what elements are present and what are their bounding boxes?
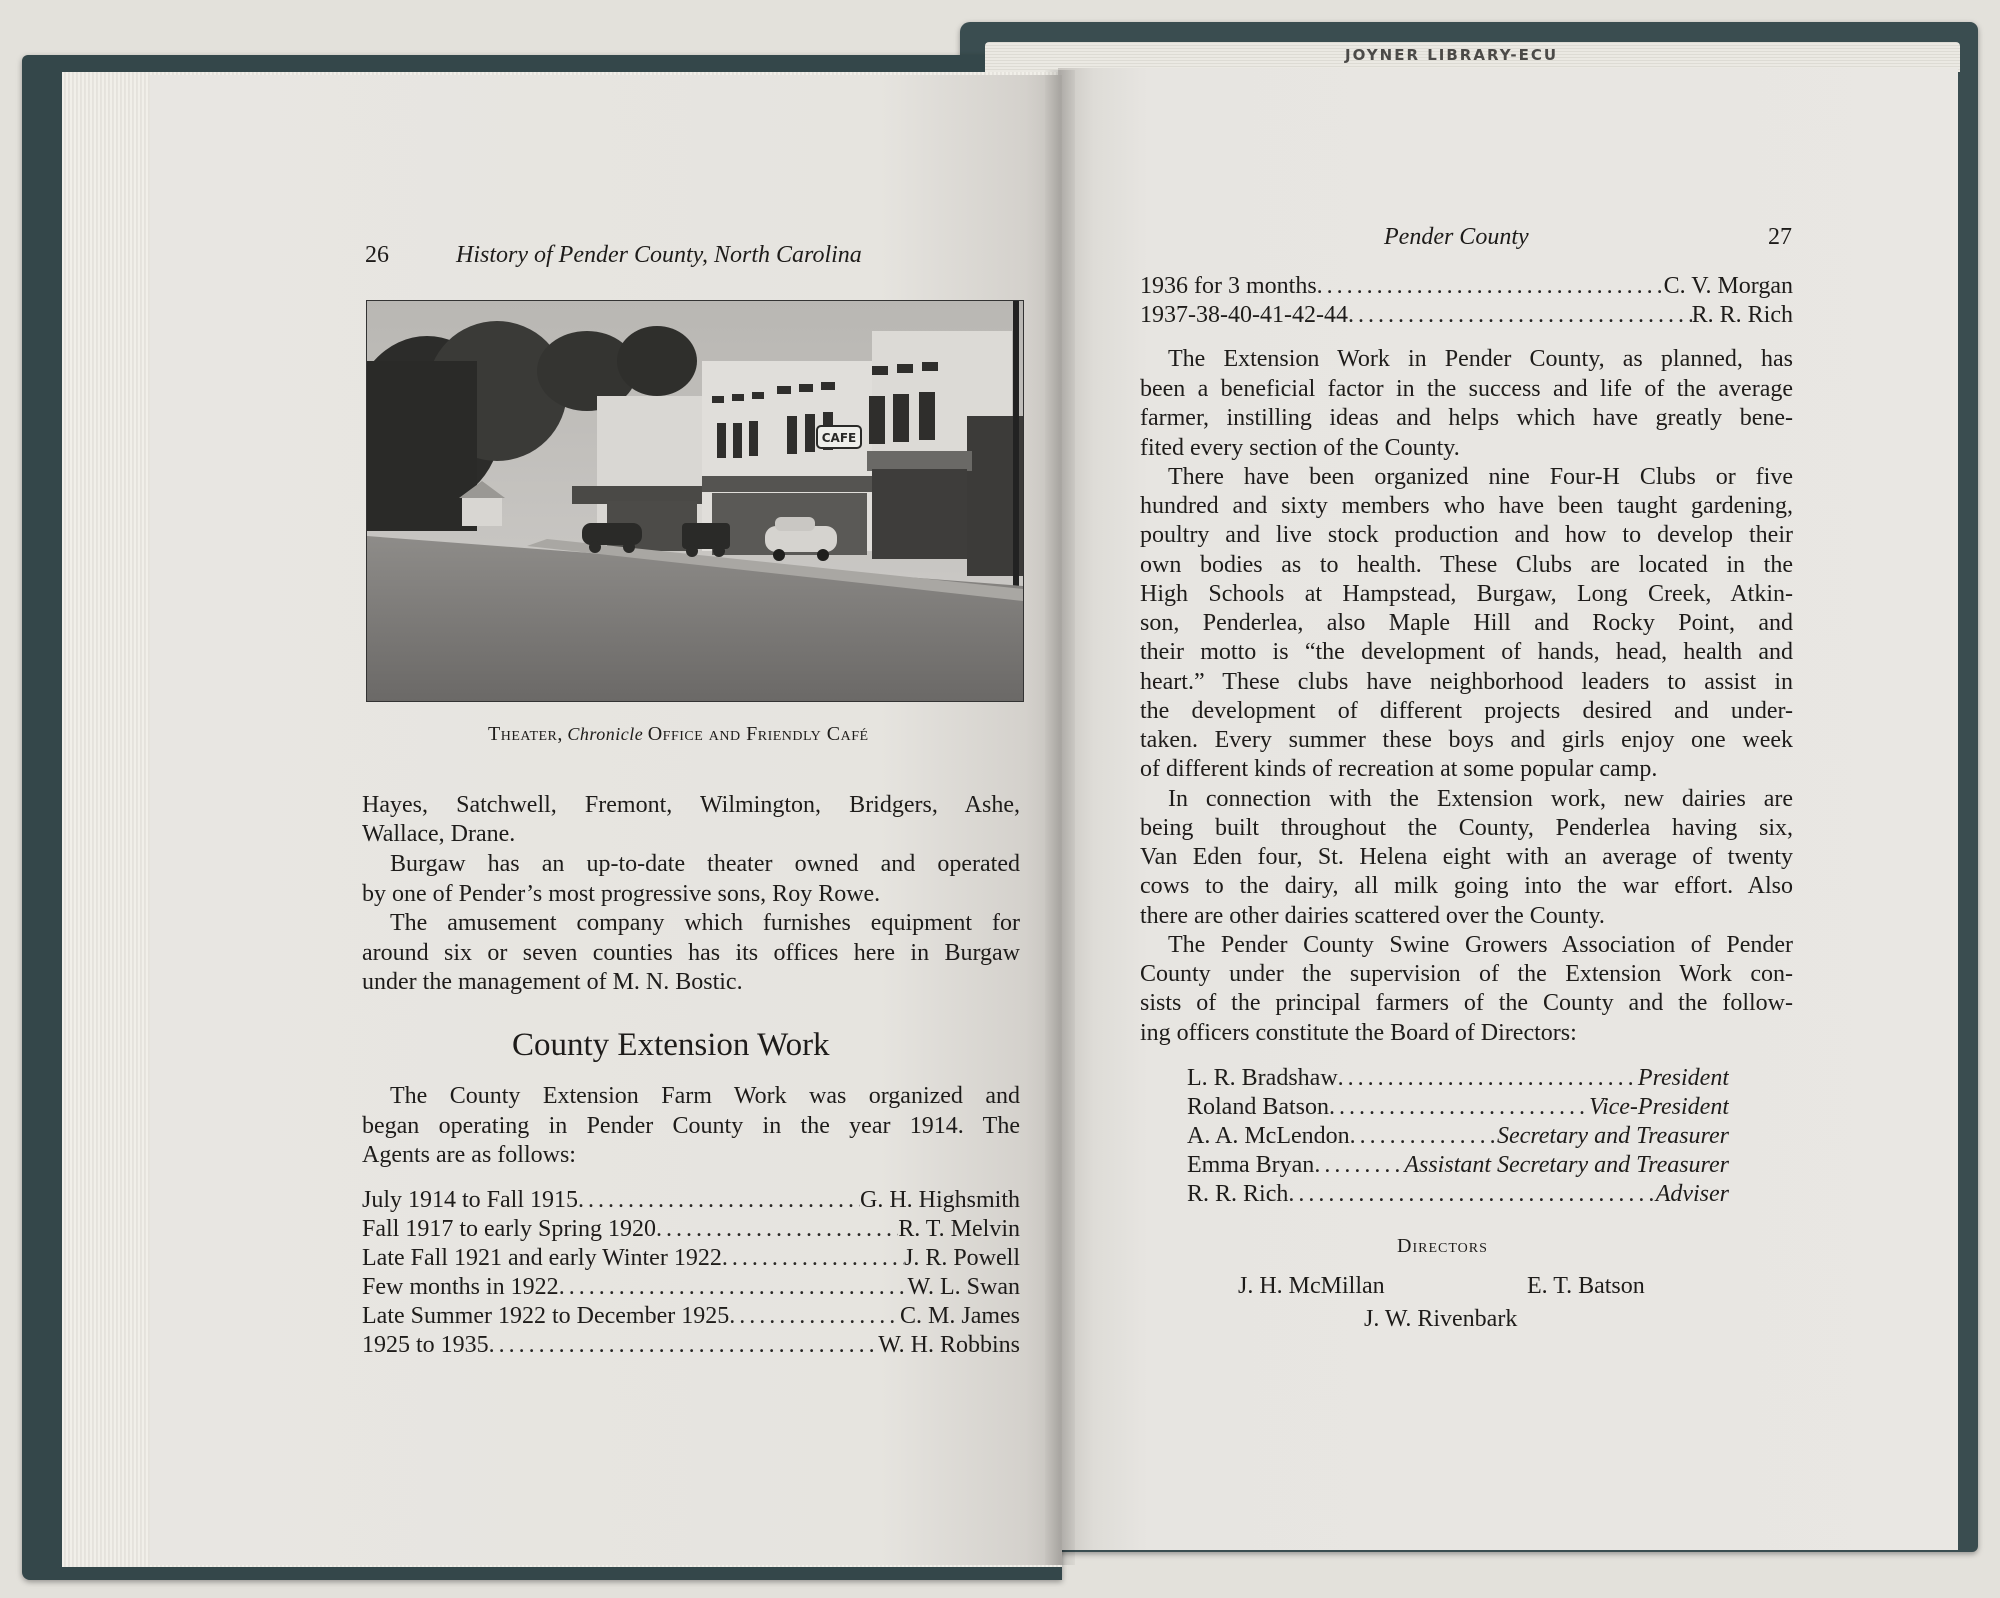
officer-name: Roland Batson [1187, 1094, 1329, 1120]
officer-title: President [1637, 1065, 1729, 1091]
agent-entry [362, 1302, 1020, 1331]
officer-title: Secretary and Treasurer [1497, 1123, 1729, 1149]
agent-name: J. R. Powell [903, 1245, 1020, 1271]
text-line: Wallace, Drane. [362, 821, 516, 847]
caption-part2: Office and Friendly Café [647, 723, 869, 745]
text-line: In connection with the Extension work, new dairies are [1168, 786, 1793, 812]
officer-title: Vice-President [1589, 1094, 1729, 1120]
officer-title: Assistant Secretary and Treasurer [1404, 1152, 1729, 1178]
agent-entry [362, 1273, 1020, 1302]
agent-entry [362, 1331, 1020, 1360]
text-line: The County Extension Farm Work was organized and [390, 1083, 1020, 1109]
text-line: cows to the dairy, all milk going into the war effort. Also [1140, 873, 1793, 899]
text-line: their motto is “the development of hands, head, health and [1140, 639, 1793, 665]
text-line: Van Eden four, St. Helena eight with an average of twenty [1140, 844, 1793, 870]
text-line: under the management of M. N. Bostic. [362, 969, 743, 995]
caption-italic: Chronicle [567, 724, 644, 744]
agent-entry [1140, 301, 1793, 330]
officer-name: L. R. Bradshaw [1187, 1065, 1338, 1091]
agent-period: July 1914 to Fall 1915 [362, 1187, 579, 1213]
agent-name: G. H. Highsmith [859, 1187, 1020, 1213]
officer-entry [1187, 1151, 1729, 1180]
text-line: ing officers constitute the Board of Directors: [1140, 1020, 1577, 1046]
agent-name: R. R. Rich [1691, 302, 1793, 328]
text-line: The Pender County Swine Growers Association of Pender [1168, 932, 1793, 958]
section-heading: County Extension Work [512, 1027, 830, 1063]
text-line: sists of the principal farmers of the County and the follow- [1140, 990, 1793, 1016]
text-line: son, Penderlea, also Maple Hill and Rocky Point, and [1140, 610, 1793, 636]
officer-name: R. R. Rich [1187, 1181, 1289, 1207]
agent-name: C. V. Morgan [1663, 273, 1793, 299]
text-line: of different kinds of recreation at some popular camp. [1140, 756, 1658, 782]
text-line: farmer, instilling ideas and helps which have greatly bene- [1140, 405, 1793, 431]
director-name: J. W. Rivenbark [1364, 1306, 1518, 1332]
text-line: Burgaw has an up-to-date theater owned and operated [390, 851, 1020, 877]
text-line: poultry and live stock production and how to develop their [1140, 522, 1793, 548]
director-name: J. H. McMillan [1238, 1273, 1385, 1299]
agent-period: Late Fall 1921 and early Winter 1922 [362, 1245, 722, 1271]
officer-entry [1187, 1122, 1729, 1151]
text-line: fited every section of the County. [1140, 435, 1460, 461]
library-stamp: JOYNER LIBRARY-ECU [1345, 46, 1559, 64]
agent-period: Late Summer 1922 to December 1925 [362, 1303, 730, 1329]
text-line: began operating in Pender County in the year 1914. The [362, 1113, 1020, 1139]
agent-name: W. L. Swan [907, 1274, 1020, 1300]
agent-name: C. M. James [900, 1303, 1020, 1329]
directors-heading: Directors [1397, 1235, 1488, 1257]
officer-title: Adviser [1655, 1181, 1729, 1207]
page-number-right: 27 [1768, 224, 1792, 250]
cafe-sign: CAFE [821, 431, 857, 445]
street-photo-image [367, 301, 1023, 701]
agent-period: 1937-38-40-41-42-44 [1140, 302, 1348, 328]
text-line: There have been organized nine Four-H Clubs or five [1168, 464, 1793, 490]
text-line: been a beneficial factor in the success and life of the average [1140, 376, 1793, 402]
running-head-left: History of Pender County, North Carolina [456, 242, 862, 268]
book-gutter [1045, 70, 1075, 1565]
text-line: taken. Every summer these boys and girls enjoy one week [1140, 727, 1793, 753]
text-line: The Extension Work in Pender County, as planned, has [1168, 346, 1793, 372]
agent-name: R. T. Melvin [898, 1216, 1020, 1242]
photo-caption [488, 723, 869, 746]
text-line: County under the supervision of the Extension Work con- [1140, 961, 1793, 987]
agent-entry [362, 1244, 1020, 1273]
text-line: being built throughout the County, Penderlea having six, [1140, 815, 1793, 841]
officer-entry [1187, 1093, 1729, 1122]
officer-entry [1187, 1180, 1729, 1209]
text-line: by one of Pender’s most progressive sons, Roy Rowe. [362, 881, 881, 907]
officer-name: Emma Bryan [1187, 1152, 1315, 1178]
text-line: heart.” These clubs have neighborhood leaders to assist in [1140, 669, 1793, 695]
text-line: the development of different projects desired and under- [1140, 698, 1793, 724]
officer-entry [1187, 1064, 1729, 1093]
text-line: there are other dairies scattered over the County. [1140, 903, 1605, 929]
officer-name: A. A. McLendon [1187, 1123, 1350, 1149]
agent-period: 1925 to 1935 [362, 1332, 489, 1358]
running-head-right: Pender County [1384, 224, 1529, 250]
text-line: Hayes, Satchwell, Fremont, Wilmington, Bridgers, Ashe, [362, 792, 1020, 818]
agent-name: W. H. Robbins [878, 1332, 1020, 1358]
text-line: own bodies as to health. These Clubs are located in the [1140, 552, 1793, 578]
agent-period: 1936 for 3 months [1140, 273, 1317, 299]
agent-period: Few months in 1922 [362, 1274, 559, 1300]
caption-part1: Theater, [488, 723, 563, 745]
text-line: Agents are as follows: [362, 1142, 576, 1168]
text-line: around six or seven counties has its offices here in Burgaw [362, 940, 1020, 966]
text-line: The amusement company which furnishes equipment for [390, 910, 1020, 936]
agent-period: Fall 1917 to early Spring 1920 [362, 1216, 656, 1242]
director-name: E. T. Batson [1527, 1273, 1645, 1299]
agent-entry [1140, 272, 1793, 301]
page-number-left: 26 [365, 242, 389, 268]
text-line: High Schools at Hampstead, Burgaw, Long Creek, Atkin- [1140, 581, 1793, 607]
street-photo [366, 300, 1024, 702]
agent-entry [362, 1215, 1020, 1244]
agent-entry [362, 1186, 1020, 1215]
text-line: hundred and sixty members who have been taught gardening, [1140, 493, 1793, 519]
